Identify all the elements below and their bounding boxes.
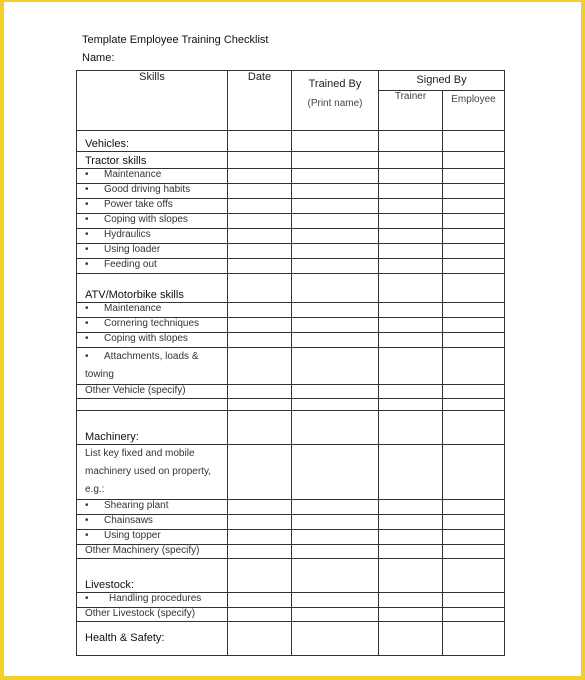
employee-cell[interactable] bbox=[443, 622, 505, 656]
checklist-item bbox=[77, 318, 228, 333]
date-cell[interactable] bbox=[228, 199, 292, 214]
item-label: Power take offs bbox=[104, 199, 173, 210]
date-cell[interactable] bbox=[228, 530, 292, 545]
date-cell[interactable] bbox=[228, 274, 292, 303]
employee-cell[interactable] bbox=[443, 259, 505, 274]
trainer-cell[interactable] bbox=[379, 274, 443, 303]
trained-by-cell[interactable] bbox=[292, 411, 379, 445]
document-title: Template Employee Training Checklist bbox=[82, 34, 269, 46]
name-label: Name: bbox=[82, 52, 115, 64]
trainer-cell[interactable] bbox=[379, 515, 443, 530]
trainer-cell[interactable] bbox=[379, 152, 443, 169]
trained-by-cell[interactable] bbox=[292, 385, 379, 399]
checklist-item bbox=[77, 229, 228, 244]
trainer-cell[interactable] bbox=[379, 385, 443, 399]
employee-cell[interactable] bbox=[443, 445, 505, 500]
trainer-cell[interactable] bbox=[379, 530, 443, 545]
date-cell[interactable] bbox=[228, 500, 292, 515]
trained-by-cell[interactable] bbox=[292, 303, 379, 318]
trained-by-cell[interactable] bbox=[292, 131, 379, 152]
date-cell[interactable] bbox=[228, 152, 292, 169]
date-cell[interactable] bbox=[228, 303, 292, 318]
date-cell[interactable] bbox=[228, 184, 292, 199]
trainer-cell[interactable] bbox=[379, 545, 443, 559]
date-cell[interactable] bbox=[228, 348, 292, 385]
bullet-icon: • bbox=[85, 229, 89, 240]
date-cell[interactable] bbox=[228, 259, 292, 274]
date-cell[interactable] bbox=[228, 559, 292, 593]
trained-by-cell[interactable] bbox=[292, 530, 379, 545]
other-machinery-row-label: Other Machinery (specify) bbox=[77, 545, 228, 559]
bullet-icon: • bbox=[85, 333, 89, 344]
checklist-item bbox=[77, 214, 228, 229]
header-trainer: Trainer bbox=[379, 91, 443, 131]
item-label: Maintenance bbox=[104, 303, 162, 314]
date-cell[interactable] bbox=[228, 229, 292, 244]
trained-by-cell[interactable] bbox=[292, 515, 379, 530]
date-cell[interactable] bbox=[228, 411, 292, 445]
trained-by-cell[interactable] bbox=[292, 318, 379, 333]
trainer-cell[interactable] bbox=[379, 500, 443, 515]
item-label: Good driving habits bbox=[104, 184, 191, 195]
header-signed-by: Signed By bbox=[379, 71, 505, 91]
trainer-cell[interactable] bbox=[379, 559, 443, 593]
header-employee: Employee bbox=[443, 91, 505, 131]
checklist-item bbox=[77, 184, 228, 199]
trainer-cell[interactable] bbox=[379, 608, 443, 622]
bullet-icon: • bbox=[85, 515, 89, 526]
trainer-cell[interactable] bbox=[379, 411, 443, 445]
checklist-item bbox=[77, 333, 228, 348]
employee-cell[interactable] bbox=[443, 545, 505, 559]
employee-cell[interactable] bbox=[443, 244, 505, 259]
trained-by-cell[interactable] bbox=[292, 500, 379, 515]
checklist-item bbox=[77, 169, 228, 184]
header-trained-by bbox=[292, 71, 379, 131]
employee-cell[interactable] bbox=[443, 229, 505, 244]
bullet-icon: • bbox=[85, 244, 89, 255]
employee-cell[interactable] bbox=[443, 500, 505, 515]
employee-cell[interactable] bbox=[443, 131, 505, 152]
date-cell[interactable] bbox=[228, 214, 292, 229]
trained-by-cell[interactable] bbox=[292, 399, 379, 411]
trained-by-cell[interactable] bbox=[292, 274, 379, 303]
checklist-item bbox=[77, 515, 228, 530]
section-vehicles: Vehicles: bbox=[77, 131, 228, 152]
trainer-cell[interactable] bbox=[379, 303, 443, 318]
bullet-icon: • bbox=[85, 500, 89, 511]
employee-cell[interactable] bbox=[443, 515, 505, 530]
trained-by-cell[interactable] bbox=[292, 214, 379, 229]
employee-cell[interactable] bbox=[443, 411, 505, 445]
bullet-icon: • bbox=[85, 351, 89, 362]
employee-cell[interactable] bbox=[443, 274, 505, 303]
trained-by-cell[interactable] bbox=[292, 608, 379, 622]
trained-by-cell[interactable] bbox=[292, 259, 379, 274]
bullet-icon: • bbox=[85, 303, 89, 314]
other-livestock-row-label: Other Livestock (specify) bbox=[77, 608, 228, 622]
item-label: Coping with slopes bbox=[104, 333, 188, 344]
item-label: Handling procedures bbox=[109, 593, 202, 604]
trained-by-cell[interactable] bbox=[292, 152, 379, 169]
employee-cell[interactable] bbox=[443, 385, 505, 399]
checklist-item bbox=[77, 593, 228, 608]
employee-cell[interactable] bbox=[443, 559, 505, 593]
date-cell[interactable] bbox=[228, 399, 292, 411]
bullet-icon: • bbox=[85, 184, 89, 195]
checklist-item bbox=[77, 244, 228, 259]
trainer-cell[interactable] bbox=[379, 348, 443, 385]
date-cell[interactable] bbox=[228, 593, 292, 608]
date-cell[interactable] bbox=[228, 318, 292, 333]
date-cell[interactable] bbox=[228, 445, 292, 500]
trainer-cell[interactable] bbox=[379, 445, 443, 500]
bullet-icon: • bbox=[85, 318, 89, 329]
bullet-icon: • bbox=[85, 259, 89, 270]
trained-by-cell[interactable] bbox=[292, 559, 379, 593]
blank-cell[interactable] bbox=[77, 399, 228, 411]
trainer-cell[interactable] bbox=[379, 399, 443, 411]
trained-by-cell[interactable] bbox=[292, 593, 379, 608]
item-label: Chainsaws bbox=[104, 515, 153, 526]
trained-by-cell[interactable] bbox=[292, 169, 379, 184]
trained-by-cell[interactable] bbox=[292, 622, 379, 656]
trainer-cell[interactable] bbox=[379, 184, 443, 199]
employee-cell[interactable] bbox=[443, 399, 505, 411]
employee-cell[interactable] bbox=[443, 318, 505, 333]
date-cell[interactable] bbox=[228, 169, 292, 184]
trainer-cell[interactable] bbox=[379, 333, 443, 348]
section-machinery: Machinery: bbox=[77, 411, 228, 445]
trainer-cell[interactable] bbox=[379, 229, 443, 244]
trained-by-cell[interactable] bbox=[292, 348, 379, 385]
checklist-item bbox=[77, 348, 228, 385]
trainer-cell[interactable] bbox=[379, 169, 443, 184]
checklist-item bbox=[77, 303, 228, 318]
section-tractor-skills: Tractor skills bbox=[77, 152, 228, 169]
bullet-icon: • bbox=[85, 214, 89, 225]
bullet-icon: • bbox=[85, 593, 89, 604]
trainer-cell[interactable] bbox=[379, 214, 443, 229]
item-label: Shearing plant bbox=[104, 500, 169, 511]
checklist-item bbox=[77, 530, 228, 545]
employee-cell[interactable] bbox=[443, 348, 505, 385]
checklist-item bbox=[77, 259, 228, 274]
date-cell[interactable] bbox=[228, 131, 292, 152]
trainer-cell[interactable] bbox=[379, 259, 443, 274]
date-cell[interactable] bbox=[228, 515, 292, 530]
item-label: Using loader bbox=[104, 244, 161, 255]
trainer-cell[interactable] bbox=[379, 622, 443, 656]
trained-by-cell[interactable] bbox=[292, 333, 379, 348]
trained-by-cell[interactable] bbox=[292, 199, 379, 214]
date-cell[interactable] bbox=[228, 622, 292, 656]
trainer-cell[interactable] bbox=[379, 593, 443, 608]
date-cell[interactable] bbox=[228, 608, 292, 622]
checklist-item bbox=[77, 500, 228, 515]
training-checklist-table bbox=[76, 70, 505, 656]
bullet-icon: • bbox=[85, 199, 89, 210]
trained-by-cell[interactable] bbox=[292, 184, 379, 199]
employee-cell[interactable] bbox=[443, 214, 505, 229]
trained-by-cell[interactable] bbox=[292, 244, 379, 259]
trained-by-cell[interactable] bbox=[292, 445, 379, 500]
item-label: Feeding out bbox=[104, 259, 157, 270]
trainer-cell[interactable] bbox=[379, 131, 443, 152]
employee-cell[interactable] bbox=[443, 593, 505, 608]
item-label: Hydraulics bbox=[104, 229, 151, 240]
header-print-name: (Print name) bbox=[307, 98, 363, 109]
trained-by-cell[interactable] bbox=[292, 545, 379, 559]
employee-cell[interactable] bbox=[443, 303, 505, 318]
date-cell[interactable] bbox=[228, 244, 292, 259]
employee-cell[interactable] bbox=[443, 199, 505, 214]
item-label: Coping with slopes bbox=[104, 214, 188, 225]
item-label: Cornering techniques bbox=[104, 318, 200, 329]
employee-cell[interactable] bbox=[443, 530, 505, 545]
header-date: Date bbox=[228, 71, 292, 131]
trainer-cell[interactable] bbox=[379, 244, 443, 259]
section-livestock: Livestock: bbox=[77, 559, 228, 593]
section-atv-skills: ATV/Motorbike skills bbox=[77, 274, 228, 303]
item-label: Attachments, loads & towing bbox=[85, 351, 199, 380]
trainer-cell[interactable] bbox=[379, 318, 443, 333]
date-cell[interactable] bbox=[228, 545, 292, 559]
employee-cell[interactable] bbox=[443, 608, 505, 622]
machinery-note: List key fixed and mobile machinery used on property, e.g.: bbox=[77, 445, 228, 500]
header-trained-by-label: Trained By bbox=[308, 78, 362, 90]
employee-cell[interactable] bbox=[443, 184, 505, 199]
employee-cell[interactable] bbox=[443, 333, 505, 348]
section-health-safety: Health & Safety: bbox=[77, 622, 228, 656]
date-cell[interactable] bbox=[228, 385, 292, 399]
item-label: Using topper bbox=[104, 530, 161, 541]
item-label: Maintenance bbox=[104, 169, 162, 180]
bullet-icon: • bbox=[85, 530, 89, 541]
employee-cell[interactable] bbox=[443, 169, 505, 184]
header-skills: Skills bbox=[77, 71, 228, 131]
date-cell[interactable] bbox=[228, 333, 292, 348]
checklist-item bbox=[77, 199, 228, 214]
employee-cell[interactable] bbox=[443, 152, 505, 169]
bullet-icon: • bbox=[85, 169, 89, 180]
trained-by-cell[interactable] bbox=[292, 229, 379, 244]
trainer-cell[interactable] bbox=[379, 199, 443, 214]
other-vehicle-row-label: Other Vehicle (specify) bbox=[77, 385, 228, 399]
